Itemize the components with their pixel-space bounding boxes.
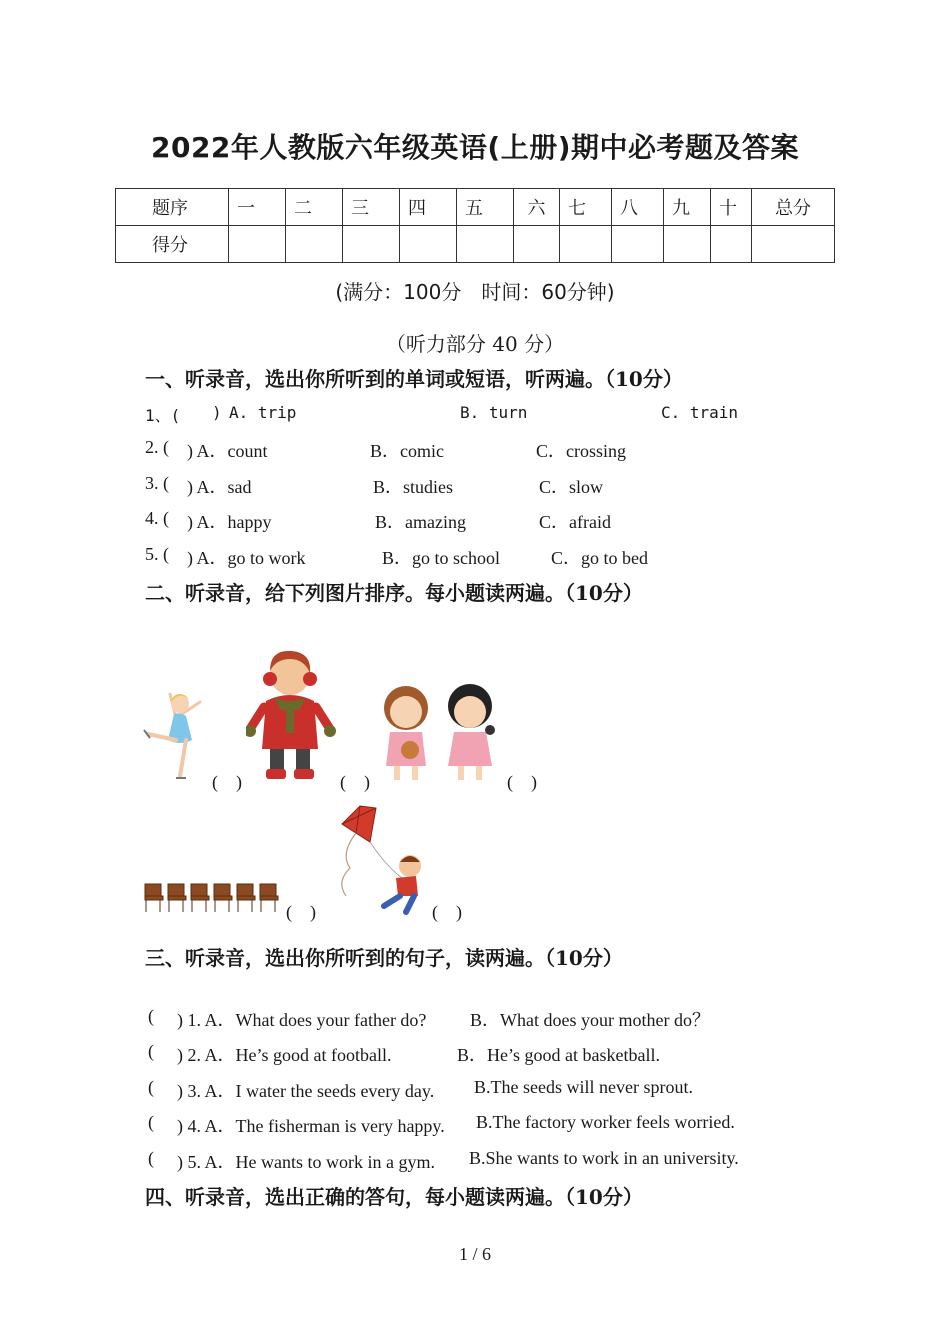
section-heading: 二、听录音，给下列图片排序。每小题读两遍。（10分） <box>145 581 643 605</box>
kite-boy-picture <box>320 804 432 916</box>
option-a: ) 4. A．The fisherman is very happy. <box>177 1116 445 1136</box>
score-table <box>115 188 835 263</box>
score-table-header-row <box>116 189 835 226</box>
score-input-cell[interactable] <box>560 226 612 263</box>
score-input-cell[interactable] <box>514 226 560 263</box>
score-input-cell[interactable] <box>711 226 752 263</box>
option-b: B．amazing <box>375 512 466 532</box>
table-cell: 一 <box>229 189 286 226</box>
option-a: ) A．happy <box>187 512 272 532</box>
option-b: B.The seeds will never sprout. <box>474 1077 693 1097</box>
option-a: A. trip <box>229 403 297 422</box>
option-c: C．crossing <box>536 441 626 461</box>
answer-bracket[interactable]: ( <box>148 1077 154 1097</box>
option-a: ) A．count <box>187 441 268 461</box>
question-number: 1、( <box>145 406 181 425</box>
option-b: B．comic <box>370 441 444 461</box>
score-input-cell[interactable] <box>286 226 343 263</box>
table-cell: 七 <box>560 189 612 226</box>
option-b: B．go to school <box>382 548 501 568</box>
table-cell: 总分 <box>752 189 835 226</box>
option-a: ) 3. A．I water the seeds every day. <box>177 1081 435 1101</box>
score-input-cell[interactable] <box>229 226 286 263</box>
option-c: C. train <box>661 403 739 422</box>
option-b: B．studies <box>373 477 454 497</box>
option-b: B．What does your mother do？ <box>470 1010 710 1030</box>
table-cell: 十 <box>711 189 752 226</box>
score-table-score-row <box>116 226 835 263</box>
table-cell: 六 <box>514 189 560 226</box>
answer-bracket[interactable]: ( <box>148 1041 154 1061</box>
answer-bracket[interactable]: ( ) <box>340 772 370 792</box>
score-input-cell[interactable] <box>612 226 664 263</box>
score-input-cell[interactable] <box>664 226 711 263</box>
table-cell: 五 <box>457 189 514 226</box>
option-a: ) 2. A．He’s good at football. <box>177 1045 392 1065</box>
score-input-cell[interactable] <box>752 226 835 263</box>
listening-label: （听力部分 40 分） <box>385 332 565 356</box>
score-input-cell[interactable] <box>457 226 514 263</box>
section-heading: 三、听录音，选出你所听到的句子，读两遍。（10分） <box>145 946 623 970</box>
exam-info: (满分：100分 时间：60分钟) <box>335 280 615 304</box>
answer-bracket[interactable]: ( ) <box>507 772 537 792</box>
table-cell: 得分 <box>116 226 229 263</box>
answer-bracket[interactable]: ( ) <box>286 902 316 922</box>
option-c: C．afraid <box>539 512 611 532</box>
option-a: ) 1. A．What does your father do? <box>177 1010 427 1030</box>
option-a: ) A．go to work <box>187 548 306 568</box>
answer-bracket[interactable]: ( <box>148 1112 154 1132</box>
answer-bracket[interactable]: ( <box>148 1148 154 1168</box>
question-number: 4. ( <box>145 508 169 528</box>
table-cell: 二 <box>286 189 343 226</box>
option-a: ) 5. A．He wants to work in a gym. <box>177 1152 435 1172</box>
question-number: 2. ( <box>145 437 169 457</box>
table-cell: 九 <box>664 189 711 226</box>
section-heading: 一、听录音，选出你所听到的单词或短语，听两遍。（10分） <box>145 367 683 391</box>
chairs-picture <box>143 880 285 914</box>
winter-boy-picture <box>246 645 336 785</box>
option-a: ) A．sad <box>187 477 252 497</box>
option-c: C．slow <box>539 477 604 497</box>
answer-bracket[interactable]: ( <box>148 1006 154 1026</box>
option-b: B.She wants to work in an university. <box>469 1148 739 1168</box>
answer-bracket[interactable]: ) <box>212 403 222 422</box>
page-title: 2022年人教版六年级英语(上册)期中必考题及答案 <box>150 131 800 164</box>
score-input-cell[interactable] <box>400 226 457 263</box>
question-number: 5. ( <box>145 544 169 564</box>
table-cell: 四 <box>400 189 457 226</box>
table-cell: 三 <box>343 189 400 226</box>
option-b: B.The factory worker feels worried. <box>476 1112 735 1132</box>
score-input-cell[interactable] <box>343 226 400 263</box>
answer-bracket[interactable]: ( ) <box>212 772 242 792</box>
answer-bracket[interactable]: ( ) <box>432 902 462 922</box>
option-b: B. turn <box>460 403 528 422</box>
section-heading: 四、听录音，选出正确的答句，每小题读两遍。（10分） <box>145 1185 643 1209</box>
ice-skater-picture <box>140 684 212 784</box>
question-number: 3. ( <box>145 473 169 493</box>
option-b: B．He’s good at basketball. <box>457 1045 660 1065</box>
girls-singing-picture <box>374 680 504 784</box>
page-number: 1 / 6 <box>458 1244 491 1264</box>
option-c: C．go to bed <box>551 548 648 568</box>
table-cell: 八 <box>612 189 664 226</box>
table-cell: 题序 <box>116 189 229 226</box>
